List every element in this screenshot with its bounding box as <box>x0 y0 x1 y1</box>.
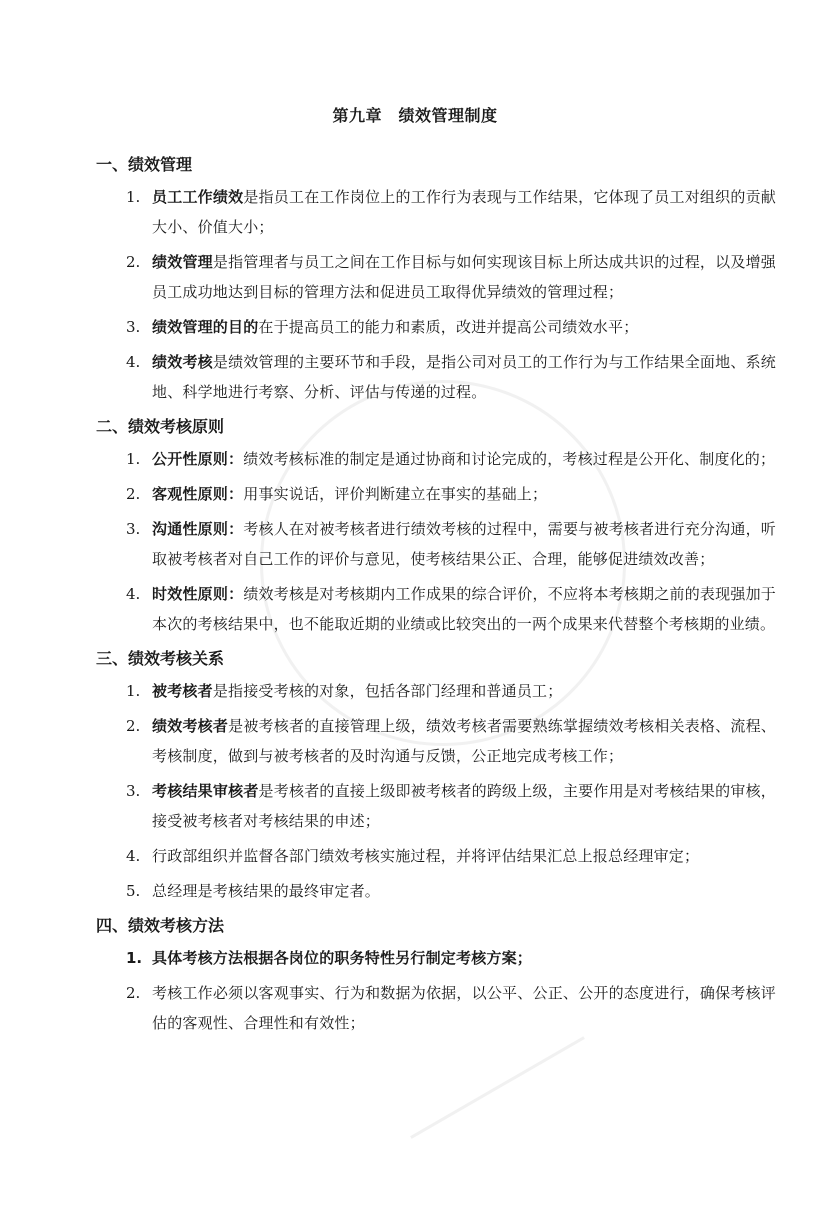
section-heading: 二、绩效考核原则 <box>96 417 225 436</box>
item-term: 绩效考核者 <box>152 717 229 735</box>
item-text <box>152 676 776 706</box>
item-text <box>152 312 776 342</box>
section-heading: 三、绩效考核关系 <box>96 649 225 668</box>
item-number: 3. <box>126 520 141 538</box>
item-term: 员工工作绩效 <box>152 188 244 206</box>
item-text <box>152 876 776 906</box>
item-term: 客观性原则： <box>152 485 244 503</box>
list-item <box>96 876 776 906</box>
item-text <box>152 841 776 871</box>
item-term: 绩效考核 <box>152 353 213 371</box>
item-term: 绩效管理 <box>152 253 213 271</box>
item-description: 是被考核者的直接管理上级，绩效考核者需要熟练掌握绩效考核相关表格、流程、考核制度，做到与被考核者的及时沟通与反馈，公正地完成考核工作； <box>152 717 776 765</box>
list-item <box>96 444 776 474</box>
item-list <box>96 182 776 407</box>
item-term: 沟通性原则： <box>152 520 244 538</box>
item-description: 在于提高员工的能力和素质，改进并提高公司绩效水平； <box>258 318 639 336</box>
section-3 <box>96 644 776 906</box>
list-item <box>96 579 776 639</box>
chapter-title: 第九章 绩效管理制度 <box>332 106 498 125</box>
item-text <box>152 347 776 407</box>
item-term: 公开性原则： <box>152 450 244 468</box>
item-description: 是指管理者与员工之间在工作目标与如何实现该目标上所达成共识的过程，以及增强员工成功地达到目标的管理方法和促进员工取得优异绩效的管理过程； <box>152 253 776 301</box>
list-item <box>96 676 776 706</box>
list-item <box>96 943 776 973</box>
list-item <box>96 347 776 407</box>
list-item <box>96 978 776 1038</box>
item-text <box>152 579 776 639</box>
item-number: 4. <box>126 585 141 603</box>
item-number: 2. <box>126 717 141 735</box>
section-1 <box>96 150 776 407</box>
item-number: 2. <box>126 485 141 503</box>
item-text <box>152 247 776 307</box>
item-number: 1. <box>126 949 143 967</box>
item-description: 是绩效管理的主要环节和手段，是指公司对员工的工作行为与工作结果全面地、系统地、科学地进行考察、分析、评估与传递的过程。 <box>152 353 776 401</box>
list-item <box>96 776 776 836</box>
item-text <box>152 182 776 242</box>
item-text <box>152 479 776 509</box>
item-description: 是考核者的直接上级即被考核者的跨级上级，主要作用是对考核结果的审核，接受被考核者对考核结果的申述； <box>152 782 776 830</box>
item-list <box>96 943 776 1038</box>
item-text <box>152 711 776 771</box>
item-number: 3. <box>126 782 141 800</box>
item-description: 绩效考核标准的制定是通过协商和讨论完成的，考核过程是公开化、制度化的； <box>243 450 776 468</box>
section-4 <box>96 911 776 1038</box>
item-term: 时效性原则： <box>152 585 244 603</box>
item-list <box>96 676 776 906</box>
item-text <box>152 943 776 973</box>
item-description: 是指员工在工作岗位上的工作行为表现与工作结果，它体现了员工对组织的贡献大小、价值大小； <box>152 188 776 236</box>
item-term: 被考核者 <box>152 682 213 700</box>
list-item <box>96 479 776 509</box>
item-number: 1. <box>126 450 141 468</box>
watermark-mark <box>410 1036 630 1217</box>
item-description: 绩效考核是对考核期内工作成果的综合评价，不应将本考核期之前的表现强加于本次的考核结果中，也不能取近期的业绩或比较突出的一两个成果来代替整个考核期的业绩。 <box>152 585 776 633</box>
item-description: 考核工作必须以客观事实、行为和数据为依据，以公平、公正、公开的态度进行，确保考核评估的客观性、合理性和有效性； <box>152 984 776 1032</box>
item-term: 绩效管理的目的 <box>152 318 259 336</box>
section-heading: 四、绩效考核方法 <box>96 916 225 935</box>
document-body <box>96 150 776 1043</box>
item-text <box>152 444 776 474</box>
item-term: 具体考核方法根据各岗位的职务特性另行制定考核方案； <box>152 949 533 967</box>
item-list <box>96 444 776 639</box>
section-heading: 一、绩效管理 <box>96 155 193 174</box>
list-item <box>96 247 776 307</box>
list-item <box>96 841 776 871</box>
item-description: 总经理是考核结果的最终审定者。 <box>152 882 381 900</box>
list-item <box>96 514 776 574</box>
item-number: 3. <box>126 318 141 336</box>
list-item <box>96 711 776 771</box>
item-number: 4. <box>126 353 141 371</box>
list-item <box>96 182 776 242</box>
item-term: 考核结果审核者 <box>152 782 259 800</box>
item-number: 4. <box>126 847 141 865</box>
item-text <box>152 514 776 574</box>
item-number: 2. <box>126 984 141 1002</box>
item-description: 用事实说话，评价判断建立在事实的基础上； <box>243 485 548 503</box>
item-number: 1. <box>126 682 141 700</box>
item-description: 是指接受考核的对象，包括各部门经理和普通员工； <box>212 682 563 700</box>
item-number: 1. <box>126 188 141 206</box>
item-description: 行政部组织并监督各部门绩效考核实施过程，并将评估结果汇总上报总经理审定； <box>152 847 700 865</box>
list-item <box>96 312 776 342</box>
section-2 <box>96 412 776 639</box>
item-number: 5. <box>126 882 141 900</box>
item-description: 考核人在对被考核者进行绩效考核的过程中，需要与被考核者进行充分沟通，听取被考核者对自己工作的评价与意见，使考核结果公正、合理，能够促进绩效改善； <box>152 520 776 568</box>
item-text <box>152 978 776 1038</box>
item-text <box>152 776 776 836</box>
item-number: 2. <box>126 253 141 271</box>
